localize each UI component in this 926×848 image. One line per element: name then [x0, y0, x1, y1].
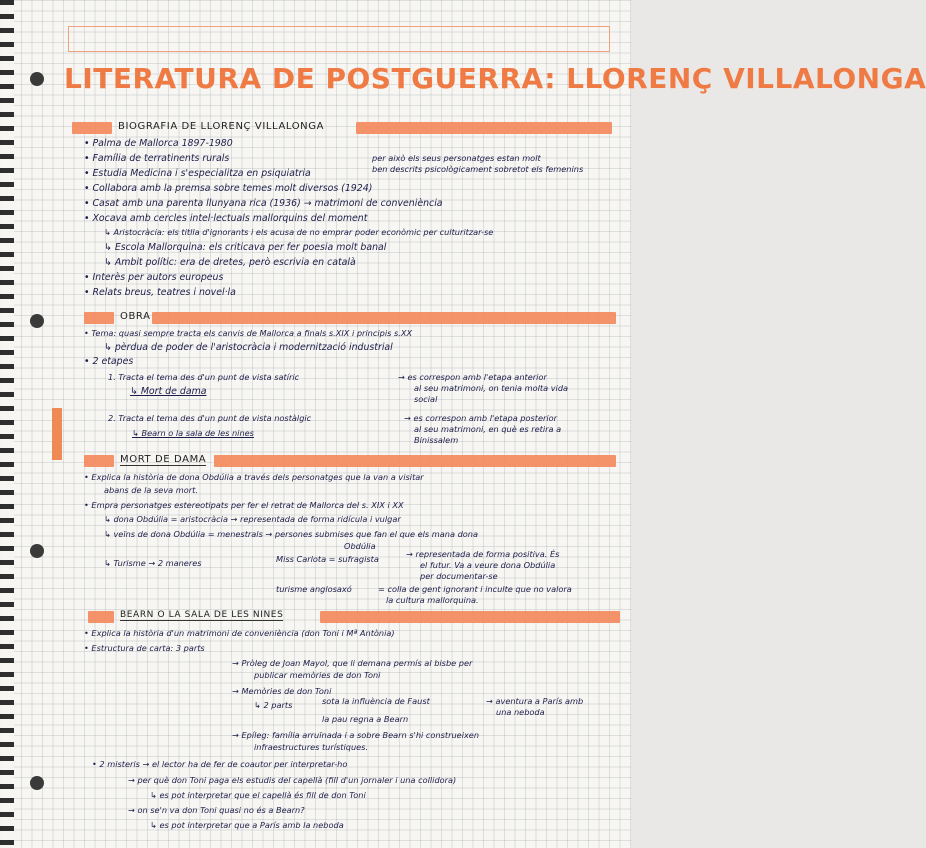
section-highlight	[84, 312, 114, 324]
obra-line: 2. Tracta el tema des d'un punt de vista nostàlgic	[108, 413, 312, 423]
bearn-line: ↳ 2 parts	[254, 700, 293, 710]
obra-line: ↳ Bearn o la sala de les nines	[132, 428, 254, 438]
mort-line: Obdúlia	[344, 541, 376, 551]
section-heading-obra: OBRA	[120, 311, 151, 322]
bearn-line: → on se'n va don Toni quasi no és a Bearn?	[128, 805, 305, 815]
bearn-line: • 2 misteris → el lector ha de fer de coautor per interpretar-ho	[92, 759, 348, 769]
page-title: LITERATURA DE POSTGUERRA: LLORENÇ VILLALONGA	[64, 62, 926, 95]
section-heading-bearn: BEARN O LA SALA DE LES NINES	[120, 610, 284, 620]
obra-line: • Tema: quasi sempre tracta els canvis de Mallorca a finals s.XIX i principis s.XX	[84, 328, 413, 338]
bearn-line: una neboda	[496, 707, 545, 717]
section-highlight	[88, 611, 114, 623]
mort-line: • Explica la història de dona Obdúlia a través dels personatges que la van a visitar	[84, 472, 424, 482]
bearn-line: sota la influència de Faust	[322, 696, 430, 706]
obra-line: → es correspon amb l'etapa anterior	[398, 372, 547, 382]
bio-line: • Interès per autors europeus	[84, 272, 224, 283]
mort-line: la cultura mallorquina.	[386, 595, 479, 605]
bio-line: ↳ Escola Mallorquina: els criticava per fer poesia molt banal	[104, 242, 387, 253]
spiral-binding	[0, 0, 14, 848]
bio-line: • Casat amb una parenta llunyana rica (1936) → matrimoni de conveniència	[84, 198, 443, 209]
section-highlight	[152, 312, 616, 324]
bio-line: per això els seus personatges estan molt	[372, 153, 541, 163]
bearn-line: → aventura a París amb	[486, 696, 584, 706]
obra-line: 1. Tracta el tema des d'un punt de vista satíric	[108, 372, 300, 382]
obra-line: social	[414, 394, 438, 404]
section-heading-mort: MORT DE DAMA	[120, 454, 207, 465]
section-highlight	[84, 455, 114, 467]
header-box	[68, 26, 610, 52]
bio-line: • Estudia Medicina i s'especialitza en psiquiatria	[84, 168, 311, 179]
mort-line: • Empra personatges estereotipats per fer el retrat de Mallorca del s. XIX i XX	[84, 500, 404, 510]
mort-line: el futur. Va a veure dona Obdúlia	[420, 560, 556, 570]
bearn-line: • Estructura de carta: 3 parts	[84, 643, 205, 653]
section-highlight	[214, 455, 616, 467]
mort-line: → representada de forma positiva. És	[406, 549, 560, 559]
section-highlight	[356, 122, 612, 134]
mort-line: = colla de gent ignorant i inculte que no valora	[378, 584, 572, 594]
obra-line: → es correspon amb l'etapa posterior	[404, 413, 558, 423]
bio-line: ↳ Ambit polític: era de dretes, però escrivia en català	[104, 257, 356, 268]
obra-line: al seu matrimoni, on tenia molta vida	[414, 383, 569, 393]
mort-line: ↳ dona Obdúlia = aristocràcia → representada de forma ridícula i vulgar	[104, 514, 401, 524]
obra-line: Binissalem	[414, 435, 459, 445]
bearn-line: la pau regna a Bearn	[322, 714, 409, 724]
mort-line: abans de la seva mort.	[104, 485, 198, 495]
section-heading-bio: BIOGRAFIA DE LLORENÇ VILLALONGA	[118, 121, 325, 132]
bio-line: • Relats breus, teatres i novel·la	[84, 287, 236, 298]
bearn-line: ↳ es pot interpretar que el capellà és fill de don Toni	[150, 790, 366, 800]
punch-hole	[30, 776, 44, 790]
section-highlight	[72, 122, 112, 134]
bio-line: • Família de terratinents rurals	[84, 153, 230, 164]
mort-line: ↳ Turisme → 2 maneres	[104, 558, 202, 568]
punch-hole	[30, 72, 44, 86]
bearn-line: infraestructures turístiques.	[254, 742, 369, 752]
mort-line: per documentar-se	[420, 571, 498, 581]
obra-line: • 2 etapes	[84, 356, 134, 367]
bearn-line: → per què don Toni paga els estudis del capellà (fill d'un jornaler i una collidora)	[128, 775, 457, 785]
bio-line: • Collabora amb la premsa sobre temes molt diversos (1924)	[84, 183, 373, 194]
bearn-line: → Memòries de don Toni	[232, 686, 332, 696]
obra-line: al seu matrimoni, en què es retira a	[414, 424, 562, 434]
bio-line: • Palma de Mallorca 1897-1980	[84, 138, 233, 149]
obra-line: ↳ pèrdua de poder de l'aristocràcia i modernització industrial	[104, 342, 393, 353]
obra-line: ↳ Mort de dama	[130, 386, 207, 397]
punch-hole	[30, 544, 44, 558]
bearn-line: → Pròleg de Joan Mayol, que li demana permís al bisbe per	[232, 658, 473, 668]
punch-hole	[30, 314, 44, 328]
bearn-line: publicar memòries de don Toni	[254, 670, 381, 680]
bio-line: ↳ Aristocràcia: els titlla d'ignorants i els acusa de no emprar poder econòmic per culturitzar-se	[104, 227, 494, 237]
mort-line: turisme anglosaxó	[276, 584, 352, 594]
mort-line: Miss Carlota = sufragista	[276, 554, 379, 564]
page-marker-tab	[52, 408, 62, 460]
bearn-line: ↳ es pot interpretar que a París amb la neboda	[150, 820, 344, 830]
bio-line: • Xocava amb cercles intel·lectuals mallorquins del moment	[84, 213, 368, 224]
mort-line: ↳ veïns de dona Obdúlia = menestrals → persones submises que fan el que els mana dona	[104, 529, 478, 539]
bio-line: ben descrits psicològicament sobretot els femenins	[372, 164, 584, 174]
bearn-line: • Explica la història d'un matrimoni de conveniència (don Toni i Mª Antònia)	[84, 628, 395, 638]
bearn-line: → Epíleg: família arruïnada i a sobre Bearn s'hi construeixen	[232, 730, 480, 740]
section-highlight	[320, 611, 620, 623]
